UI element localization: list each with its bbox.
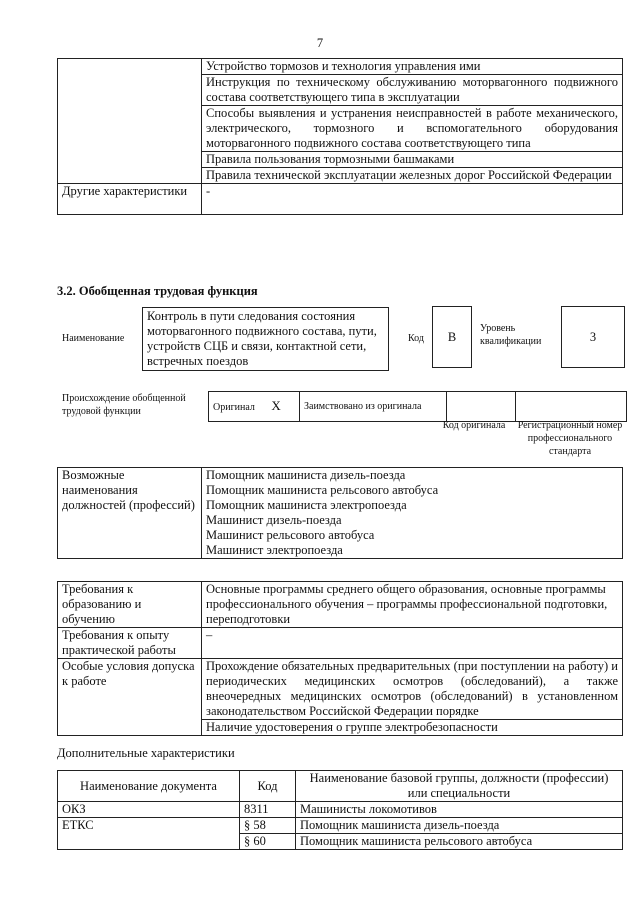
row-code: § 58 [240,818,296,834]
origin-label: Происхождение обобщенной трудовой функции [62,393,186,417]
positions-table [57,467,623,559]
borrowed-label: Заимствовано из оригинала [300,392,447,422]
knowledge-item: Способы выявления и устранения неисправностей в работе механического, электрического, тормозного и вспомогательного оборудования моторвагонного подвижного состава соответствующего типа [202,106,623,152]
position-item: Помощник машиниста рельсового автобуса [202,483,623,498]
knowledge-item: Устройство тормозов и технология управления ими [202,59,623,75]
additional-table [57,770,623,850]
row-code: 8311 [240,802,296,818]
education-label: Требования к образованию и обучению [58,582,202,628]
table-row [58,818,623,834]
position-item: Машинист рельсового автобуса [202,528,623,543]
position-item: Помощник машиниста дизель-поезда [202,468,623,484]
original-cell [209,392,300,422]
reg-number-cell [516,392,627,422]
original-mark: X [271,398,281,413]
origin-code-caption: Код оригинала [442,420,506,431]
row-doc: ОКЗ [58,802,240,818]
level-value: 3 [561,306,625,368]
electrical-safety-value: Наличие удостоверения о группе электробезопасности [202,720,623,736]
knowledge-item: Правила пользования тормозными башмаками [202,152,623,168]
level-label: Уровень квалификации [480,323,542,347]
section-title: 3.2. Обобщенная трудовая функция [57,284,258,298]
special-conditions-value: Прохождение обязательных предварительных (при поступлении на работу) и периодических медицинских осмотров (обследований), а также внеочередных медицинских осмотров (обследований) в установленном законодательством Российской Федерации порядке [202,659,623,720]
reg-number-caption: Регистрационный номер профессионального стандарта [517,420,623,457]
row-code: § 60 [240,834,296,850]
code-value: В [432,306,472,368]
row-name: Помощник машиниста рельсового автобуса [296,834,623,850]
positions-label: Возможные наименования должностей (профессий) [58,468,202,559]
header-code: Код [240,771,296,802]
experience-label: Требования к опыту практической работы [58,628,202,659]
name-label: Наименование [62,333,125,344]
header-document: Наименование документа [58,771,240,802]
code-label: Код [408,333,424,344]
knowledge-table [57,58,623,215]
header-name: Наименование базовой группы, должности (профессии) или специальности [296,771,623,802]
row-name: Машинисты локомотивов [296,802,623,818]
origin-code-cell [447,392,516,422]
other-characteristics-value: - [202,184,623,215]
knowledge-item: Правила технической эксплуатации железных дорог Российской Федерации [202,168,623,184]
position-item: Машинист электропоезда [202,543,623,559]
other-characteristics-label: Другие характеристики [58,184,202,215]
knowledge-empty-label [58,59,202,184]
position-item: Помощник машиниста электропоезда [202,498,623,513]
experience-value: – [202,628,623,659]
knowledge-item: Инструкция по техническому обслуживанию моторвагонного подвижного состава соответствующего типа в эксплуатации [202,75,623,106]
additional-title: Дополнительные характеристики [57,746,235,760]
table-row [58,802,623,818]
name-value: Контроль в пути следования состояния моторвагонного подвижного состава, пути, устройств СЦБ и связи, контактной сети, встречных поездов [142,307,389,371]
position-item: Машинист дизель-поезда [202,513,623,528]
page-number: 7 [316,36,324,50]
requirements-table [57,581,623,736]
education-value: Основные программы среднего общего образования, основные программы профессионального обучения – программы профессиональной подготовки, переподготовки [202,582,623,628]
original-label: Оригинал [213,402,255,413]
row-name: Помощник машиниста дизель-поезда [296,818,623,834]
origin-table [208,391,627,422]
row-doc: ЕТКС [58,818,240,850]
special-conditions-label: Особые условия допуска к работе [58,659,202,736]
